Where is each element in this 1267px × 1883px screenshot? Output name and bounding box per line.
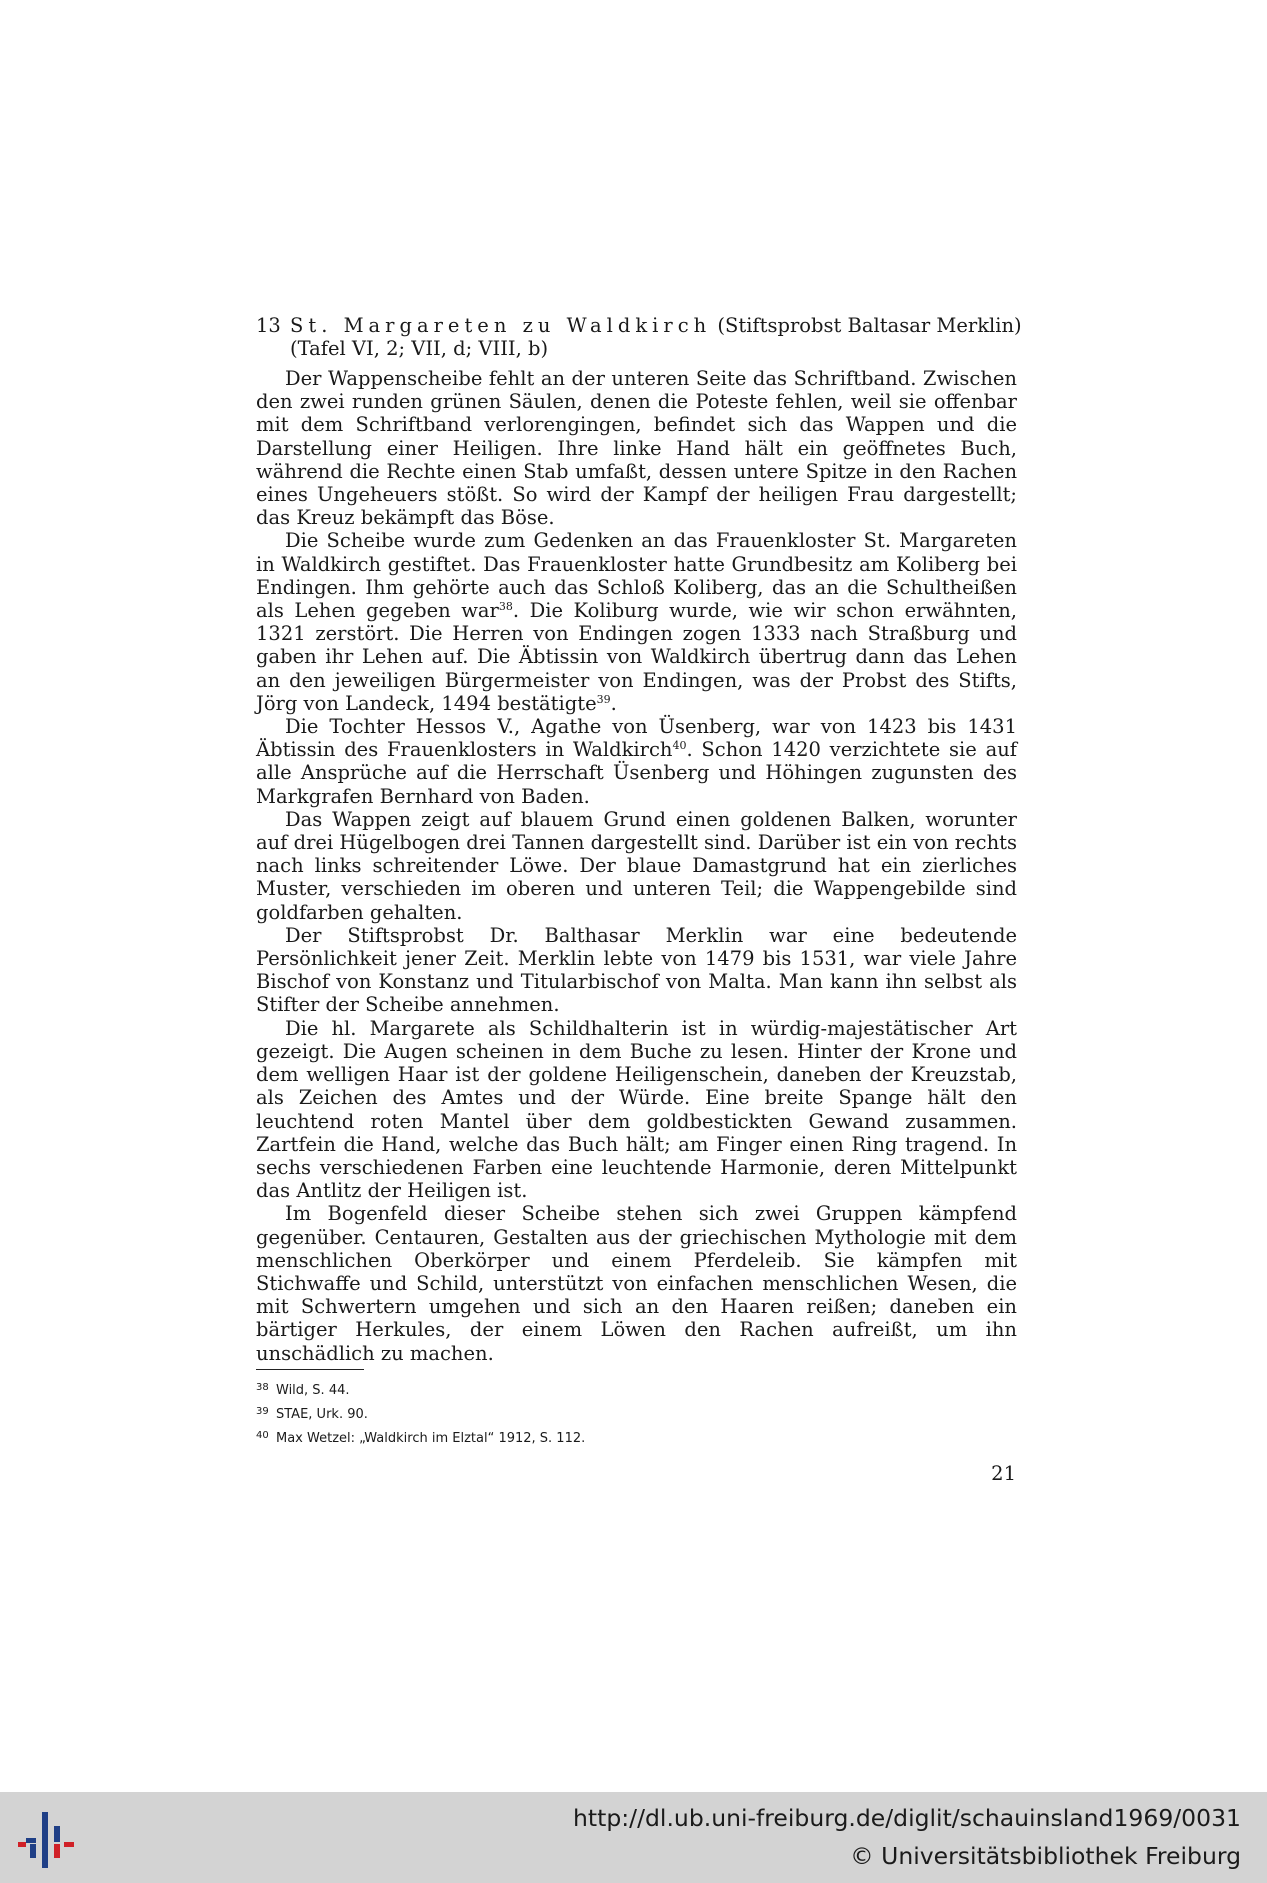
footnote-number: 39 bbox=[256, 1406, 269, 1417]
footnote-number: 40 bbox=[256, 1430, 269, 1441]
footnote-text: Max Wetzel: „Waldkirch im Elztal“ 1912, S. 112. bbox=[276, 1431, 586, 1446]
permalink[interactable]: http://dl.ub.uni-freiburg.de/diglit/schauinsland1969/0031 bbox=[573, 1804, 1241, 1832]
footnote bbox=[256, 1377, 1016, 1401]
paragraph: Die Scheibe wurde zum Gedenken an das Frauenkloster St. Margareten in Waldkirch gestiftet. Das Frauenkloster hatte Grundbesitz am Koliberg bei Endingen. Ihm gehörte auch das Schloß Koliberg, das an die Schultheißen als Lehen gegeben war$^{38}$. Die Koliburg wurde, wie wir schon erwähnten, 1321 zerstört. Die Herren von Endingen zogen 1333 nach Straßburg und gaben ihr Lehen auf. Die Äbtissin von Waldkirch übertrug dann das Lehen an den jeweiligen Bürgermeister von Endingen, was der Probst des Stifts, Jörg von Landeck, 1494 bestätigte$^{39}$. bbox=[256, 529, 1017, 715]
footnotes bbox=[256, 1377, 1016, 1449]
footnote-number: 38 bbox=[256, 1382, 269, 1393]
footnote-ref: 38 bbox=[498, 600, 513, 614]
paragraph: Das Wappen zeigt auf blauem Grund einen goldenen Balken, worunter auf drei Hügelbogen drei Tannen dargestellt sind. Darüber ist ein von rechts nach links schreitender Löwe. Der blaue Damastgrund hat ein zierliches Muster, verschieden im oberen und unteren Teil; die Wappengebilde sind goldfarben gehalten. bbox=[256, 807, 1017, 924]
paragraph: Die Tochter Hessos V., Agathe von Üsenberg, war von 1423 bis 1431 Äbtissin des Frauenklosters in Waldkirch$^{40}$. Schon 1420 verzichtete sie auf alle Ansprüche auf die Herrschaft Üsenberg und Höhingen zugunsten des Markgrafen Bernhard von Baden. bbox=[256, 715, 1017, 808]
copyright-text: © Universitätsbibliothek Freiburg bbox=[850, 1842, 1241, 1870]
footnote-text: Wild, S. 44. bbox=[276, 1383, 350, 1398]
paragraph: Die hl. Margarete als Schildhalterin ist in würdig-majestätischer Art gezeigt. Die Augen scheinen in dem Buche zu lesen. Hinter der Krone und dem welligen Haar ist der goldene Heiligenschein, daneben der Kreuzstab, als Zeichen des Amtes und der Würde. Eine breite Spange hält den leuchtend roten Mantel über dem goldbestickten Gewand zusammen. Zartfein die Hand, welche das Buch hält; am Finger einen Ring tragend. In sechs verschiedenen Farben eine leuchtende Harmonie, deren Mittelpunkt das Antlitz der Heiligen ist. bbox=[256, 1016, 1017, 1203]
body-text bbox=[256, 367, 1017, 1365]
footnote bbox=[256, 1401, 1016, 1425]
paragraph: Der Wappenscheibe fehlt an der unteren Seite das Schriftband. Zwischen den zwei runden grünen Säulen, denen die Poteste fehlen, weil sie offenbar mit dem Schriftband verlorengingen, befindet sich das Wappen und die Darstellung einer Heiligen. Ihre linke Hand hält ein geöffnetes Buch, während die Rechte einen Stab umfaßt, dessen untere Spitze in den Rachen eines Ungeheuers stößt. So wird der Kampf der heiligen Frau dargestellt; das Kreuz bekämpft das Böse. bbox=[256, 367, 1017, 530]
footer-bar bbox=[0, 1792, 1267, 1883]
section-subtitle: (Tafel VI, 2; VII, d; VIII, b) bbox=[290, 337, 549, 360]
library-logo-icon[interactable] bbox=[18, 1812, 80, 1868]
footnote bbox=[256, 1425, 1016, 1449]
footnote-ref: 39 bbox=[596, 692, 611, 706]
paragraph: Der Stiftsprobst Dr. Balthasar Merklin war eine bedeutende Persönlichkeit jener Zeit. Merklin lebte von 1479 bis 1531, war viele Jahre Bischof von Konstanz und Titularbischof von Malta. Man kann ihn selbst als Stifter der Scheibe annehmen. bbox=[256, 923, 1017, 1017]
footnote-ref: 40 bbox=[672, 739, 687, 753]
section-heading bbox=[256, 314, 1022, 360]
section-number: 13 bbox=[256, 314, 281, 337]
paragraph: Im Bogenfeld dieser Scheibe stehen sich zwei Gruppen kämpfend gegenüber. Centauren, Gestalten aus der griechischen Mythologie mit dem menschlichen Oberkörper und einem Pferdeleib. Sie kämpfen mit Stichwaffe und Schild, unterstützt von einfachen menschlichen Wesen, die mit Schwertern umgehen und sich an den Haaren reißen; daneben ein bärtiger Herkules, der einem Löwen den Rachen aufreißt, um ihn unschädlich zu machen. bbox=[256, 1202, 1017, 1365]
footnote-text: STAE, Urk. 90. bbox=[276, 1407, 368, 1422]
footnote-divider bbox=[256, 1369, 364, 1370]
section-title-suffix: (Stiftsprobst Baltasar Merklin) bbox=[717, 314, 1022, 337]
page-number: 21 bbox=[991, 1462, 1016, 1485]
section-title: St. Margareten zu Waldkirch bbox=[290, 314, 712, 337]
